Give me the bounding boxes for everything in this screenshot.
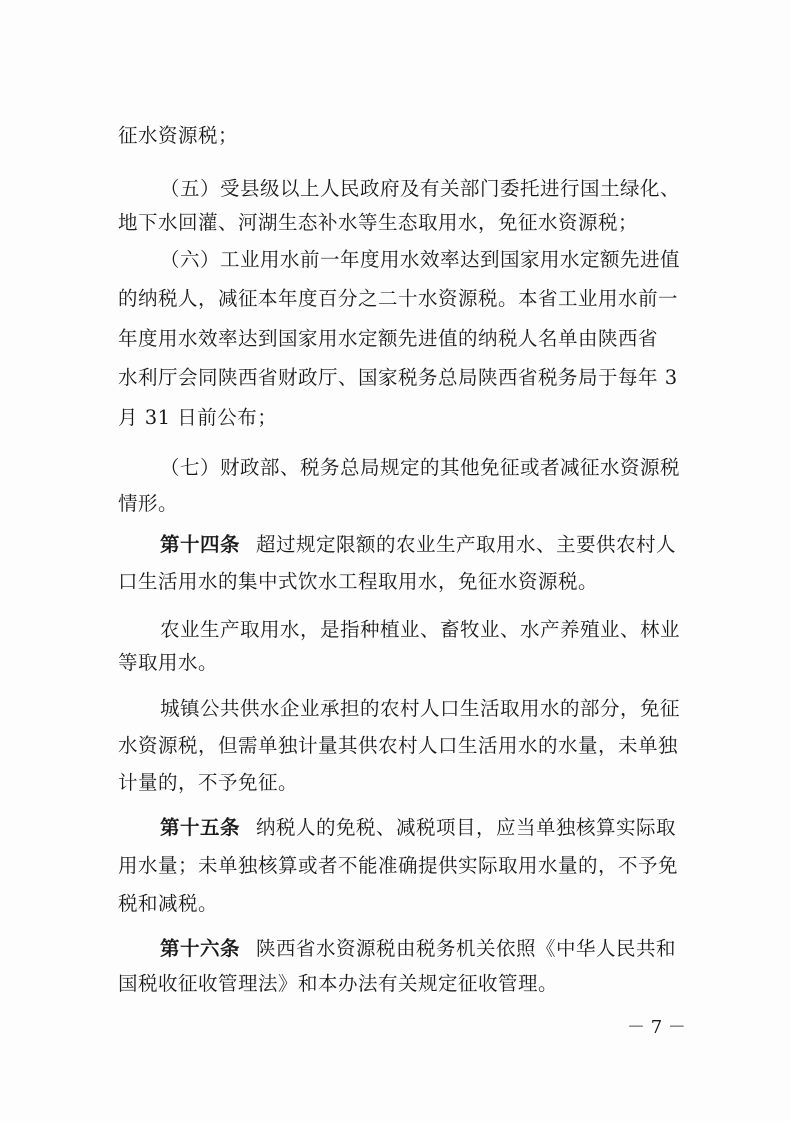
article-label: 第十四条	[160, 533, 241, 556]
text-line: 征水资源税；	[118, 124, 239, 147]
text-line: （七）财政部、税务总局规定的其他免征或者减征水资源税	[160, 456, 681, 479]
text-line: 国税收征收管理法》和本办法有关规定征收管理。	[118, 972, 559, 995]
text-line: 等取用水。	[118, 651, 219, 674]
text-line: 水资源税，但需单独计量其供农村人口生活用水的水量，未单独	[118, 734, 679, 757]
text-line: （六）工业用水前一年度用水效率达到国家用水定额先进值	[160, 248, 681, 271]
article-text: 超过规定限额的农业生产取用水、主要供农村人	[256, 533, 677, 556]
text-line: 税和减税。	[118, 892, 219, 915]
text-line: 农业生产取用水，是指种植业、畜牧业、水产养殖业、林业	[160, 618, 681, 641]
article-label: 第十五条	[160, 816, 241, 839]
text-line: 地下水回灌、河湖生态补水等生态取用水，免征水资源税；	[118, 211, 639, 234]
article-15	[160, 815, 676, 841]
text-line: 情形。	[118, 492, 179, 515]
text-line: 口生活用水的集中式饮水工程取用水，免征水资源税。	[118, 570, 599, 593]
text-line: 城镇公共供水企业承担的农村人口生活取用水的部分，免征	[160, 697, 681, 720]
text-line: 用水量；未单独核算或者不能准确提供实际取用水量的，不予免	[118, 854, 679, 877]
text-line: 计量的，不予免征。	[118, 771, 299, 794]
text-line: 的纳税人，减征本年度百分之二十水资源税。本省工业用水前一	[118, 287, 679, 310]
article-text: 纳税人的免税、减税项目，应当单独核算实际取	[256, 816, 677, 839]
page-number: － 7 －	[627, 1017, 686, 1038]
text-line: 水利厅会同陕西省财政厅、国家税务总局陕西省税务局于每年 3	[118, 366, 678, 389]
article-label: 第十六条	[160, 937, 241, 960]
text-line: （五）受县级以上人民政府及有关部门委托进行国土绿化、	[160, 177, 681, 200]
article-14	[160, 532, 676, 558]
article-text: 陕西省水资源税由税务机关依照《中华人民共和	[256, 937, 677, 960]
text-line: 月 31 日前公布；	[118, 406, 278, 429]
text-line: 年度用水效率达到国家用水定额先进值的纳税人名单由陕西省	[118, 327, 659, 350]
article-16	[160, 936, 676, 962]
